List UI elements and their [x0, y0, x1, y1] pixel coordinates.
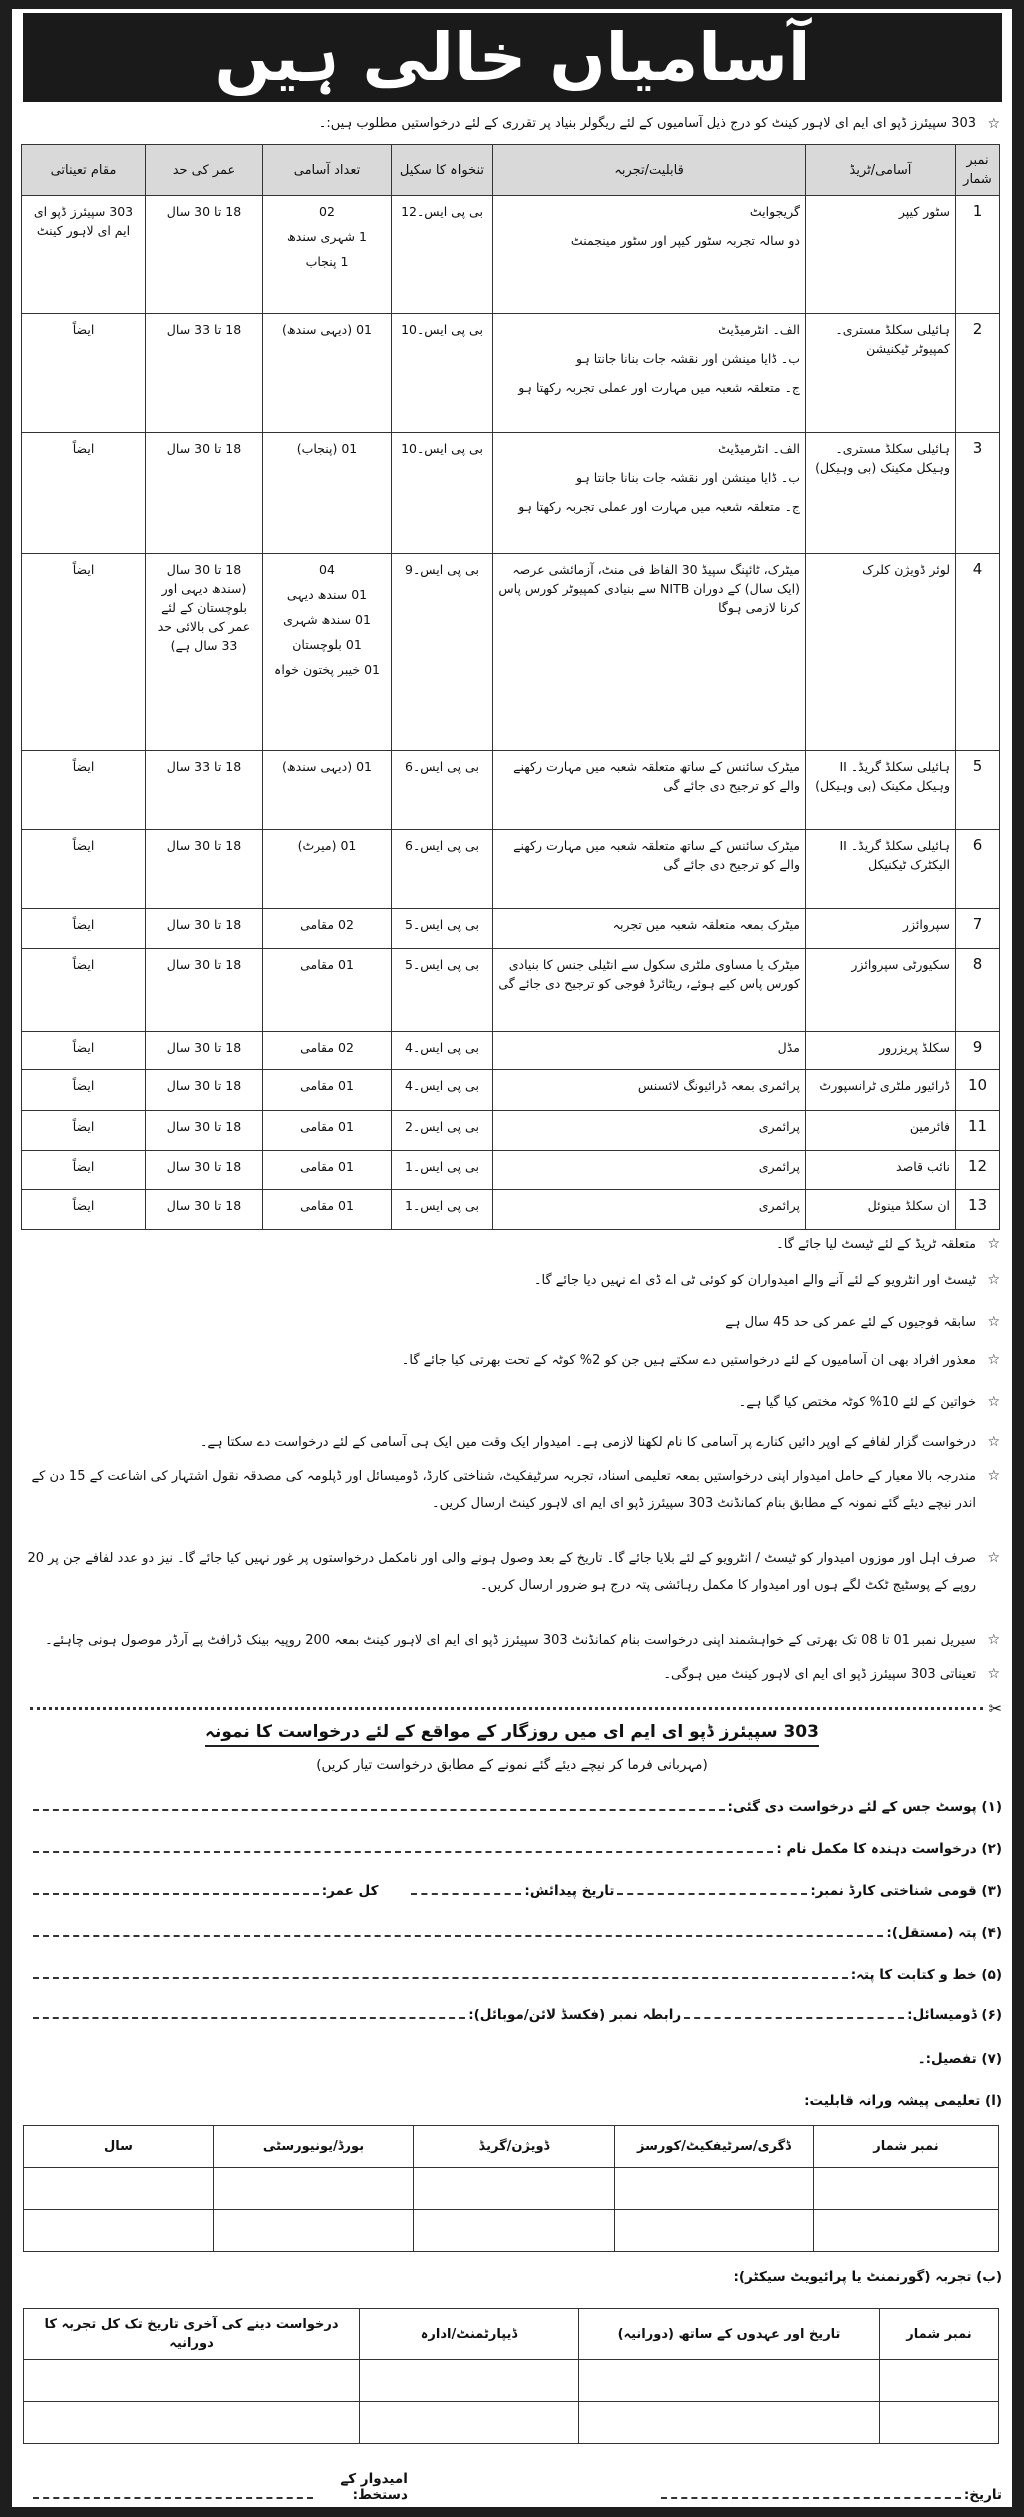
- post-name: [806, 196, 956, 314]
- post-name: [806, 1111, 956, 1151]
- post-name-line: سکیورٹی سپروائزر: [851, 957, 950, 972]
- post-name: [806, 1032, 956, 1070]
- table-row: [22, 554, 1000, 751]
- qualification-line: گریجوایٹ: [749, 204, 800, 219]
- place-of-posting-line: ایضاً: [72, 441, 95, 456]
- post-count-line: 01 مقامی: [300, 1119, 354, 1134]
- table-row: [22, 1190, 1000, 1230]
- serial-number: 1: [956, 196, 1000, 314]
- note-item: [24, 1429, 1000, 1456]
- qualification-line: پرائمری: [758, 1198, 800, 1213]
- place-of-posting: [22, 1111, 146, 1151]
- column-header: نمبر شمار: [880, 2309, 999, 2360]
- education-label: (ا) تعلیمی پیشہ ورانہ قابلیت:: [804, 2093, 1002, 2109]
- empty-cell[interactable]: [814, 2210, 999, 2252]
- post-name: [806, 1151, 956, 1190]
- note-text: صرف اہل اور موزوں امیدوار کو ٹیسٹ / انٹرویو کے لئے بلایا جائے گا۔ تاریخ کے بعد وصول ہونے والی اور نامکمل درخواستوں پر غور نہیں کیا جائے گا۔ نیز دو عدد لفافے جن پر 20 روپے کے پوسٹیج ٹکٹ لگے ہوں اور امیدوار کا مکمل رہائشی پتہ درج ہو ضرور ارسال کریں۔: [27, 1551, 976, 1593]
- form-subheading: (مہربانی فرما کر نیچے دیئے گئے نمونے کے مطابق درخواست تیار کریں): [316, 1757, 708, 1773]
- post-count: [263, 1111, 392, 1151]
- place-of-posting-line: ایضاً: [72, 838, 95, 853]
- place-of-posting-line: ایضاً: [72, 562, 95, 577]
- note-item: [24, 1661, 1000, 1688]
- post-name: [806, 554, 956, 751]
- qualification: [493, 1111, 806, 1151]
- star-icon: ☆: [987, 1352, 1000, 1368]
- pay-scale: بی پی ایس۔12: [392, 196, 493, 314]
- details-label: (۷) تفصیل:۔: [917, 2051, 1002, 2067]
- pay-scale: بی پی ایس۔6: [392, 751, 493, 830]
- age-limit-line: 18 تا 30 سال: [166, 1119, 242, 1134]
- age-limit: [146, 949, 263, 1032]
- star-icon: ☆: [987, 1272, 1000, 1288]
- note-text: مندرجہ بالا معیار کے حامل امیدوار اپنی درخواستیں بمعہ تعلیمی اسناد، تجربہ سرٹیفکیٹ، شناختی کارڈ، ڈومیسائل اور ڈپلومہ کی مصدقہ نقول اشتہار کی اشاعت کے 15 دن کے اندر نیچے دیئے گئے نمونہ کے مطابق بنام کمانڈنٹ 303 سپیئرز ڈپو ای ایم ای لاہور کینٹ ارسال کریں۔: [31, 1469, 976, 1511]
- place-of-posting-line: 303 سپیئرز ڈپو ای ایم ای لاہور کینٹ: [33, 204, 134, 238]
- place-of-posting: [22, 554, 146, 751]
- qualification: [493, 1032, 806, 1070]
- column-header: ڈیپارٹمنٹ/ادارہ: [360, 2309, 579, 2360]
- place-of-posting: [22, 1070, 146, 1111]
- age-limit: [146, 830, 263, 909]
- note-item: [24, 1231, 1000, 1258]
- qualification-line: میٹرک سائنس کے ساتھ متعلقہ شعبہ میں مہارت رکھنے والے کو ترجیح دی جائے گی: [513, 759, 800, 793]
- post-count-line: 1 شہری سندھ: [287, 229, 367, 244]
- note-text: خواتین کے لئے 10% کوٹہ مختص کیا گیا ہے۔: [738, 1395, 976, 1410]
- post-count-line: 01 سندھ شہری: [283, 612, 371, 627]
- age-limit-line: 18 تا 30 سال: [166, 917, 242, 932]
- post-name-line: ہائیلی سکلڈ مستری۔ وہیکل مکینک (بی وہیکل): [815, 441, 950, 475]
- post-name: [806, 751, 956, 830]
- age-limit-line: 18 تا 30 سال: [166, 1078, 242, 1093]
- column-header: مقام تعیناتی: [22, 145, 146, 196]
- empty-cell[interactable]: [24, 2168, 214, 2210]
- field-permanent-address[interactable]: (۴) پتہ (مستقل):: [30, 1925, 1002, 1941]
- age-limit: [146, 1070, 263, 1111]
- post-count-line: 1 پنجاب: [305, 254, 349, 269]
- qualification: [493, 196, 806, 314]
- serial-number: 13: [956, 1190, 1000, 1230]
- post-name-line: سٹور کیپر: [898, 204, 950, 219]
- pay-scale: بی پی ایس۔10: [392, 433, 493, 554]
- place-of-posting: [22, 949, 146, 1032]
- place-of-posting: [22, 751, 146, 830]
- note-item: [24, 1389, 1000, 1416]
- age-limit-line: 18 تا 30 سال: [166, 441, 242, 456]
- post-count: [263, 1190, 392, 1230]
- date-field[interactable]: [661, 2497, 961, 2499]
- post-name-line: فائرمین: [909, 1119, 950, 1134]
- place-of-posting: [22, 314, 146, 433]
- post-count: [263, 1070, 392, 1111]
- qualification: [493, 830, 806, 909]
- age-limit: [146, 196, 263, 314]
- place-of-posting: [22, 830, 146, 909]
- star-icon: ☆: [987, 1550, 1000, 1566]
- ad-title: آسامیاں خالی ہیں: [214, 19, 811, 96]
- pay-scale: بی پی ایس۔5: [392, 949, 493, 1032]
- post-name: [806, 830, 956, 909]
- column-header: تعداد آسامی: [263, 145, 392, 196]
- post-name: [806, 314, 956, 433]
- empty-cell[interactable]: [24, 2210, 214, 2252]
- field-postal-address[interactable]: (۵) خط و کتابت کا پتہ:: [30, 1967, 1002, 1983]
- table-row: [22, 830, 1000, 909]
- note-item: [24, 1627, 1000, 1654]
- qualification-line: میٹرک، ٹائپنگ سپیڈ 30 الفاظ فی منٹ، آزمائشی عرصہ (ایک سال) کے دوران NITB سے بنیادی کمپیوٹر کورس پاس کرنا لازمی ہوگا: [498, 562, 800, 615]
- empty-cell[interactable]: [360, 2360, 579, 2402]
- empty-cell[interactable]: [615, 2210, 814, 2252]
- age-limit-line: 18 تا 30 سال: [166, 838, 242, 853]
- serial-number: 8: [956, 949, 1000, 1032]
- post-count-line: 01 مقامی: [300, 1198, 354, 1213]
- signature-row: تاریخ: امیدوار کے دستخط:: [30, 2471, 1002, 2503]
- post-count-line: 01 مقامی: [300, 1159, 354, 1174]
- column-header: درخواست دینے کی آخری تاریخ تک کل تجربہ کا دورانیہ: [24, 2309, 360, 2360]
- pay-scale: بی پی ایس۔2: [392, 1111, 493, 1151]
- dotted-divider: [30, 1707, 983, 1710]
- empty-cell[interactable]: [414, 2210, 615, 2252]
- age-limit: [146, 1032, 263, 1070]
- place-of-posting-line: ایضاً: [72, 1198, 95, 1213]
- age-limit: [146, 433, 263, 554]
- post-count-line: 01 مقامی: [300, 1078, 354, 1093]
- column-header: نمبر شمار: [814, 2126, 999, 2168]
- qualification-line: پرائمری: [758, 1119, 800, 1134]
- form-heading: 303 سپیئرز ڈپو ای ایم ای میں روزگار کے مواقع کے لئے درخواست کا نمونہ: [205, 1722, 819, 1747]
- empty-cell[interactable]: [214, 2168, 414, 2210]
- empty-cell[interactable]: [24, 2402, 360, 2444]
- table-row: [22, 751, 1000, 830]
- serial-number: 3: [956, 433, 1000, 554]
- qualification-line: میٹرک سائنس کے ساتھ متعلقہ شعبہ میں مہارت رکھنے والے کو ترجیح دی جائے گی: [513, 838, 800, 872]
- note-item: [24, 1347, 1000, 1374]
- pay-scale: بی پی ایس۔6: [392, 830, 493, 909]
- star-icon: ☆: [987, 1236, 1000, 1252]
- empty-row: [24, 2360, 999, 2402]
- qualification-line: ج۔ متعلقہ شعبہ میں مہارت اور عملی تجربہ رکھتا ہو: [518, 499, 800, 514]
- place-of-posting-line: ایضاً: [72, 759, 95, 774]
- age-limit: [146, 909, 263, 949]
- star-icon: ☆: [987, 1434, 1000, 1450]
- note-item: [24, 1545, 1000, 1599]
- post-count-line: 01 (دیہی سندھ): [282, 759, 372, 774]
- column-header: بورڈ/یونیورسٹی: [214, 2126, 414, 2168]
- field-domicile[interactable]: (۶) ڈومیسائل: رابطہ نمبر (فکسڈ لائن/موبائل):: [30, 2007, 1002, 2023]
- age-limit: [146, 554, 263, 751]
- vacancies-table: [21, 144, 1000, 1230]
- qualification: [493, 1190, 806, 1230]
- post-count-line: 04: [319, 562, 335, 577]
- serial-number: 12: [956, 1151, 1000, 1190]
- star-icon: ☆: [987, 1468, 1000, 1484]
- empty-cell[interactable]: [579, 2360, 880, 2402]
- place-of-posting: [22, 1032, 146, 1070]
- place-of-posting-line: ایضاً: [72, 917, 95, 932]
- post-count: [263, 1032, 392, 1070]
- empty-cell[interactable]: [814, 2168, 999, 2210]
- post-count: [263, 314, 392, 433]
- table-row: [22, 196, 1000, 314]
- column-header: تاریخ اور عہدوں کے ساتھ (دورانیہ): [579, 2309, 880, 2360]
- column-header: تنخواہ کا سکیل: [392, 145, 493, 196]
- age-limit-line: 18 تا 30 سال: [166, 1198, 242, 1213]
- post-name: [806, 1070, 956, 1111]
- note-text: تعیناتی 303 سپیئرز ڈپو ای ایم ای لاہور کینٹ میں ہوگی۔: [663, 1667, 976, 1682]
- age-limit: [146, 1111, 263, 1151]
- qualification-line: ب۔ ڈایا مینشن اور نقشہ جات بنانا جانتا ہو: [576, 351, 800, 366]
- post-count-line: 02 مقامی: [300, 1040, 354, 1055]
- field-cnic[interactable]: (۳) قومی شناختی کارڈ نمبر: تاریخ پیدائش: کل عمر:: [30, 1883, 1002, 1899]
- post-count-line: 01 (پنجاب): [296, 441, 358, 456]
- empty-cell[interactable]: [214, 2210, 414, 2252]
- serial-number: 5: [956, 751, 1000, 830]
- post-name-line: نائب قاصد: [896, 1159, 950, 1174]
- qualification-line: پرائمری بمعہ ڈرائیونگ لائسنس: [637, 1078, 800, 1093]
- post-name-line: لوئر ڈویژن کلرک: [862, 562, 950, 577]
- place-of-posting-line: ایضاً: [72, 957, 95, 972]
- post-count: [263, 909, 392, 949]
- post-count-line: 01 (دیہی سندھ): [282, 322, 372, 337]
- age-limit-line: 18 تا 30 سال: [166, 1040, 242, 1055]
- qualification: [493, 1151, 806, 1190]
- note-text: ٹیسٹ اور انٹرویو کے لئے آنے والے امیدواران کو کوئی ٹی اے ڈی اے نہیں دیا جائے گا۔: [533, 1273, 976, 1288]
- serial-number: 9: [956, 1032, 1000, 1070]
- field-post[interactable]: (۱) پوسٹ جس کے لئے درخواست دی گئی:: [30, 1799, 1002, 1815]
- column-header: ڈگری/سرٹیفکیٹ/کورسز: [615, 2126, 814, 2168]
- post-count-line: 02 مقامی: [300, 917, 354, 932]
- post-name: [806, 1190, 956, 1230]
- age-limit-line: 18 تا 33 سال: [166, 322, 242, 337]
- star-icon: ☆: [987, 1314, 1000, 1330]
- job-advertisement: [12, 9, 1012, 2507]
- post-count: [263, 196, 392, 314]
- table-row: [22, 1070, 1000, 1111]
- post-name-line: ہائیلی سکلڈ مستری۔ کمپیوٹر ٹیکنیشن: [835, 322, 950, 356]
- qualification: [493, 433, 806, 554]
- qualification-line: میٹرک یا مساوی ملٹری سکول سے انٹیلی جنس کا بنیادی کورس پاس کیے ہوئے، ریٹائرڈ فوجی کو ترجیح دی جائے گی: [498, 957, 800, 991]
- note-text: سابقہ فوجیوں کے لئے عمر کی حد 45 سال ہے: [725, 1315, 976, 1330]
- table-row: [22, 1151, 1000, 1190]
- empty-cell[interactable]: [615, 2168, 814, 2210]
- place-of-posting: [22, 196, 146, 314]
- place-of-posting: [22, 909, 146, 949]
- qualification-line: میٹرک بمعہ متعلقہ شعبہ میں تجربہ: [612, 917, 800, 932]
- signature-field[interactable]: [33, 2497, 313, 2499]
- column-header: آسامی/ٹریڈ: [806, 145, 956, 196]
- post-count: [263, 554, 392, 751]
- star-icon: ☆: [987, 1666, 1000, 1682]
- qualification: [493, 909, 806, 949]
- age-limit: [146, 314, 263, 433]
- empty-cell[interactable]: [360, 2402, 579, 2444]
- place-of-posting: [22, 433, 146, 554]
- place-of-posting-line: ایضاً: [72, 1119, 95, 1134]
- post-count: [263, 751, 392, 830]
- column-header: نمبر شمار: [956, 145, 1000, 196]
- place-of-posting-line: ایضاً: [72, 1159, 95, 1174]
- title-banner: [23, 13, 1002, 102]
- experience-table: [23, 2308, 999, 2444]
- note-text: متعلقہ ٹریڈ کے لئے ٹیسٹ لیا جائے گا۔: [776, 1237, 976, 1252]
- empty-row: [24, 2210, 999, 2252]
- age-limit-line: 18 تا 30 سال: [166, 957, 242, 972]
- table-row: [22, 314, 1000, 433]
- table-row: [22, 1032, 1000, 1070]
- empty-cell[interactable]: [24, 2360, 360, 2402]
- post-count-line: 01 خیبر پختون خواہ: [274, 662, 380, 677]
- note-text: معذور افراد بھی ان آسامیوں کے لئے درخواستیں دے سکتے ہیں جن کو 2% کوٹہ کے تحت بھرتی کیا جائے گا۔: [401, 1353, 976, 1368]
- empty-cell[interactable]: [880, 2360, 999, 2402]
- pay-scale: بی پی ایس۔4: [392, 1070, 493, 1111]
- post-name: [806, 949, 956, 1032]
- form-heading-wrap: [12, 1721, 1012, 1742]
- pay-scale: بی پی ایس۔1: [392, 1190, 493, 1230]
- post-count-line: 02: [319, 204, 335, 219]
- qualification-line: مڈل: [777, 1040, 800, 1055]
- serial-number: 2: [956, 314, 1000, 433]
- pay-scale: بی پی ایس۔10: [392, 314, 493, 433]
- place-of-posting-line: ایضاً: [72, 1078, 95, 1093]
- post-name-line: سکلڈ پریزرور: [879, 1040, 950, 1055]
- note-text: درخواست گزار لفافے کے اوپر دائیں کنارے پر آسامی کا نام لکھنا لازمی ہے۔ امیدوار ایک وقت میں ایک ہی آسامی کے لئے درخواست دے سکتا ہے۔: [199, 1435, 976, 1450]
- cut-line: [30, 1698, 1002, 1718]
- note-item: [24, 1463, 1000, 1517]
- post-name: [806, 433, 956, 554]
- empty-row: [24, 2402, 999, 2444]
- age-limit: [146, 1190, 263, 1230]
- post-count-line: 01 مقامی: [300, 957, 354, 972]
- serial-number: 10: [956, 1070, 1000, 1111]
- qualification: [493, 554, 806, 751]
- column-header: سال: [24, 2126, 214, 2168]
- age-limit: [146, 1151, 263, 1190]
- age-limit-line: 18 تا 30 سال: [166, 204, 242, 219]
- empty-cell[interactable]: [579, 2402, 880, 2444]
- post-count-line: 01 (میرٹ): [297, 838, 357, 853]
- qualification-line: الف۔ انٹرمیڈیٹ: [718, 441, 800, 456]
- qualification-line: پرائمری: [758, 1159, 800, 1174]
- age-limit: [146, 751, 263, 830]
- post-count: [263, 830, 392, 909]
- empty-cell[interactable]: [880, 2402, 999, 2444]
- pay-scale: بی پی ایس۔5: [392, 909, 493, 949]
- qualification: [493, 314, 806, 433]
- post-count-line: 01 سندھ دیہی: [286, 587, 368, 602]
- post-name-line: ہائیلی سکلڈ گریڈ۔ II وہیکل مکینک (بی وہیکل): [815, 759, 950, 793]
- intro-line: [24, 115, 1000, 133]
- post-name-line: ہائیلی سکلڈ گریڈ۔ II الیکٹرک ٹیکنیکل: [839, 838, 950, 872]
- post-name: [806, 909, 956, 949]
- post-count: [263, 1151, 392, 1190]
- pay-scale: بی پی ایس۔4: [392, 1032, 493, 1070]
- age-limit-line: 18 تا 30 سال: [166, 1159, 242, 1174]
- qualification: [493, 751, 806, 830]
- post-count: [263, 949, 392, 1032]
- note-text: سیریل نمبر 01 تا 08 تک بھرتی کے خواہشمند اپنی درخواست بنام کمانڈنٹ 303 سپیئرز ڈپو ای ایم ای لاہور کینٹ بمعہ 200 روپیہ بینک ڈرافٹ پے آرڈر موصول ہونی چاہئے۔: [45, 1633, 976, 1648]
- scissors-icon: ✂: [988, 1698, 1002, 1718]
- table-row: [22, 433, 1000, 554]
- column-header: عمر کی حد: [146, 145, 263, 196]
- column-header: ڈویژن/گریڈ: [414, 2126, 615, 2168]
- pay-scale: بی پی ایس۔9: [392, 554, 493, 751]
- note-item: [24, 1309, 1000, 1336]
- place-of-posting-line: ایضاً: [72, 322, 95, 337]
- place-of-posting-line: ایضاً: [72, 1040, 95, 1055]
- qualification-line: ب۔ ڈایا مینشن اور نقشہ جات بنانا جانتا ہو: [576, 470, 800, 485]
- column-header: قابلیت/تجربہ: [493, 145, 806, 196]
- pay-scale: بی پی ایس۔1: [392, 1151, 493, 1190]
- post-name-line: ڈرائیور ملٹری ٹرانسپورٹ: [819, 1078, 950, 1093]
- serial-number: 11: [956, 1111, 1000, 1151]
- age-limit-line: 18 تا 33 سال: [166, 759, 242, 774]
- place-of-posting: [22, 1190, 146, 1230]
- qualification-line: ج۔ متعلقہ شعبہ میں مہارت اور عملی تجربہ رکھتا ہو: [518, 380, 800, 395]
- qualification-line: الف۔ انٹرمیڈیٹ: [718, 322, 800, 337]
- note-item: [24, 1267, 1000, 1294]
- star-icon: ☆: [987, 116, 1000, 132]
- intro-text: 303 سپیئرز ڈپو ای ایم ای لاہور کینٹ کو درج ذیل آسامیوں کے لئے ریگولر بنیاد پر تقرری کے لئے درخواستیں مطلوب ہیں:۔: [318, 116, 976, 131]
- qualification: [493, 1070, 806, 1111]
- place-of-posting: [22, 1151, 146, 1190]
- post-count-line: 01 بلوچستان: [292, 637, 362, 652]
- qualification-line: دو سالہ تجربہ سٹور کیپر اور سٹور مینجمنٹ: [570, 233, 800, 248]
- age-limit-line: 18 تا 30 سال (سندھ دیہی اور بلوچستان کے لئے عمر کی بالائی حد 33 سال ہے): [157, 562, 251, 653]
- star-icon: ☆: [987, 1632, 1000, 1648]
- serial-number: 7: [956, 909, 1000, 949]
- table-row: [22, 909, 1000, 949]
- serial-number: 4: [956, 554, 1000, 751]
- education-table: [23, 2125, 999, 2252]
- star-icon: ☆: [987, 1394, 1000, 1410]
- table-row: [22, 949, 1000, 1032]
- serial-number: 6: [956, 830, 1000, 909]
- post-name-line: سپروائزر: [902, 917, 950, 932]
- table-row: [22, 1111, 1000, 1151]
- post-count: [263, 433, 392, 554]
- qualification: [493, 949, 806, 1032]
- empty-cell[interactable]: [414, 2168, 615, 2210]
- empty-row: [24, 2168, 999, 2210]
- field-full-name[interactable]: (۲) درخواست دہندہ کا مکمل نام :: [30, 1841, 1002, 1857]
- post-name-line: ان سکلڈ مینوئل: [867, 1198, 950, 1213]
- experience-label: (ب) تجربہ (گورنمنٹ یا پرائیویٹ سیکٹر):: [733, 2269, 1002, 2285]
